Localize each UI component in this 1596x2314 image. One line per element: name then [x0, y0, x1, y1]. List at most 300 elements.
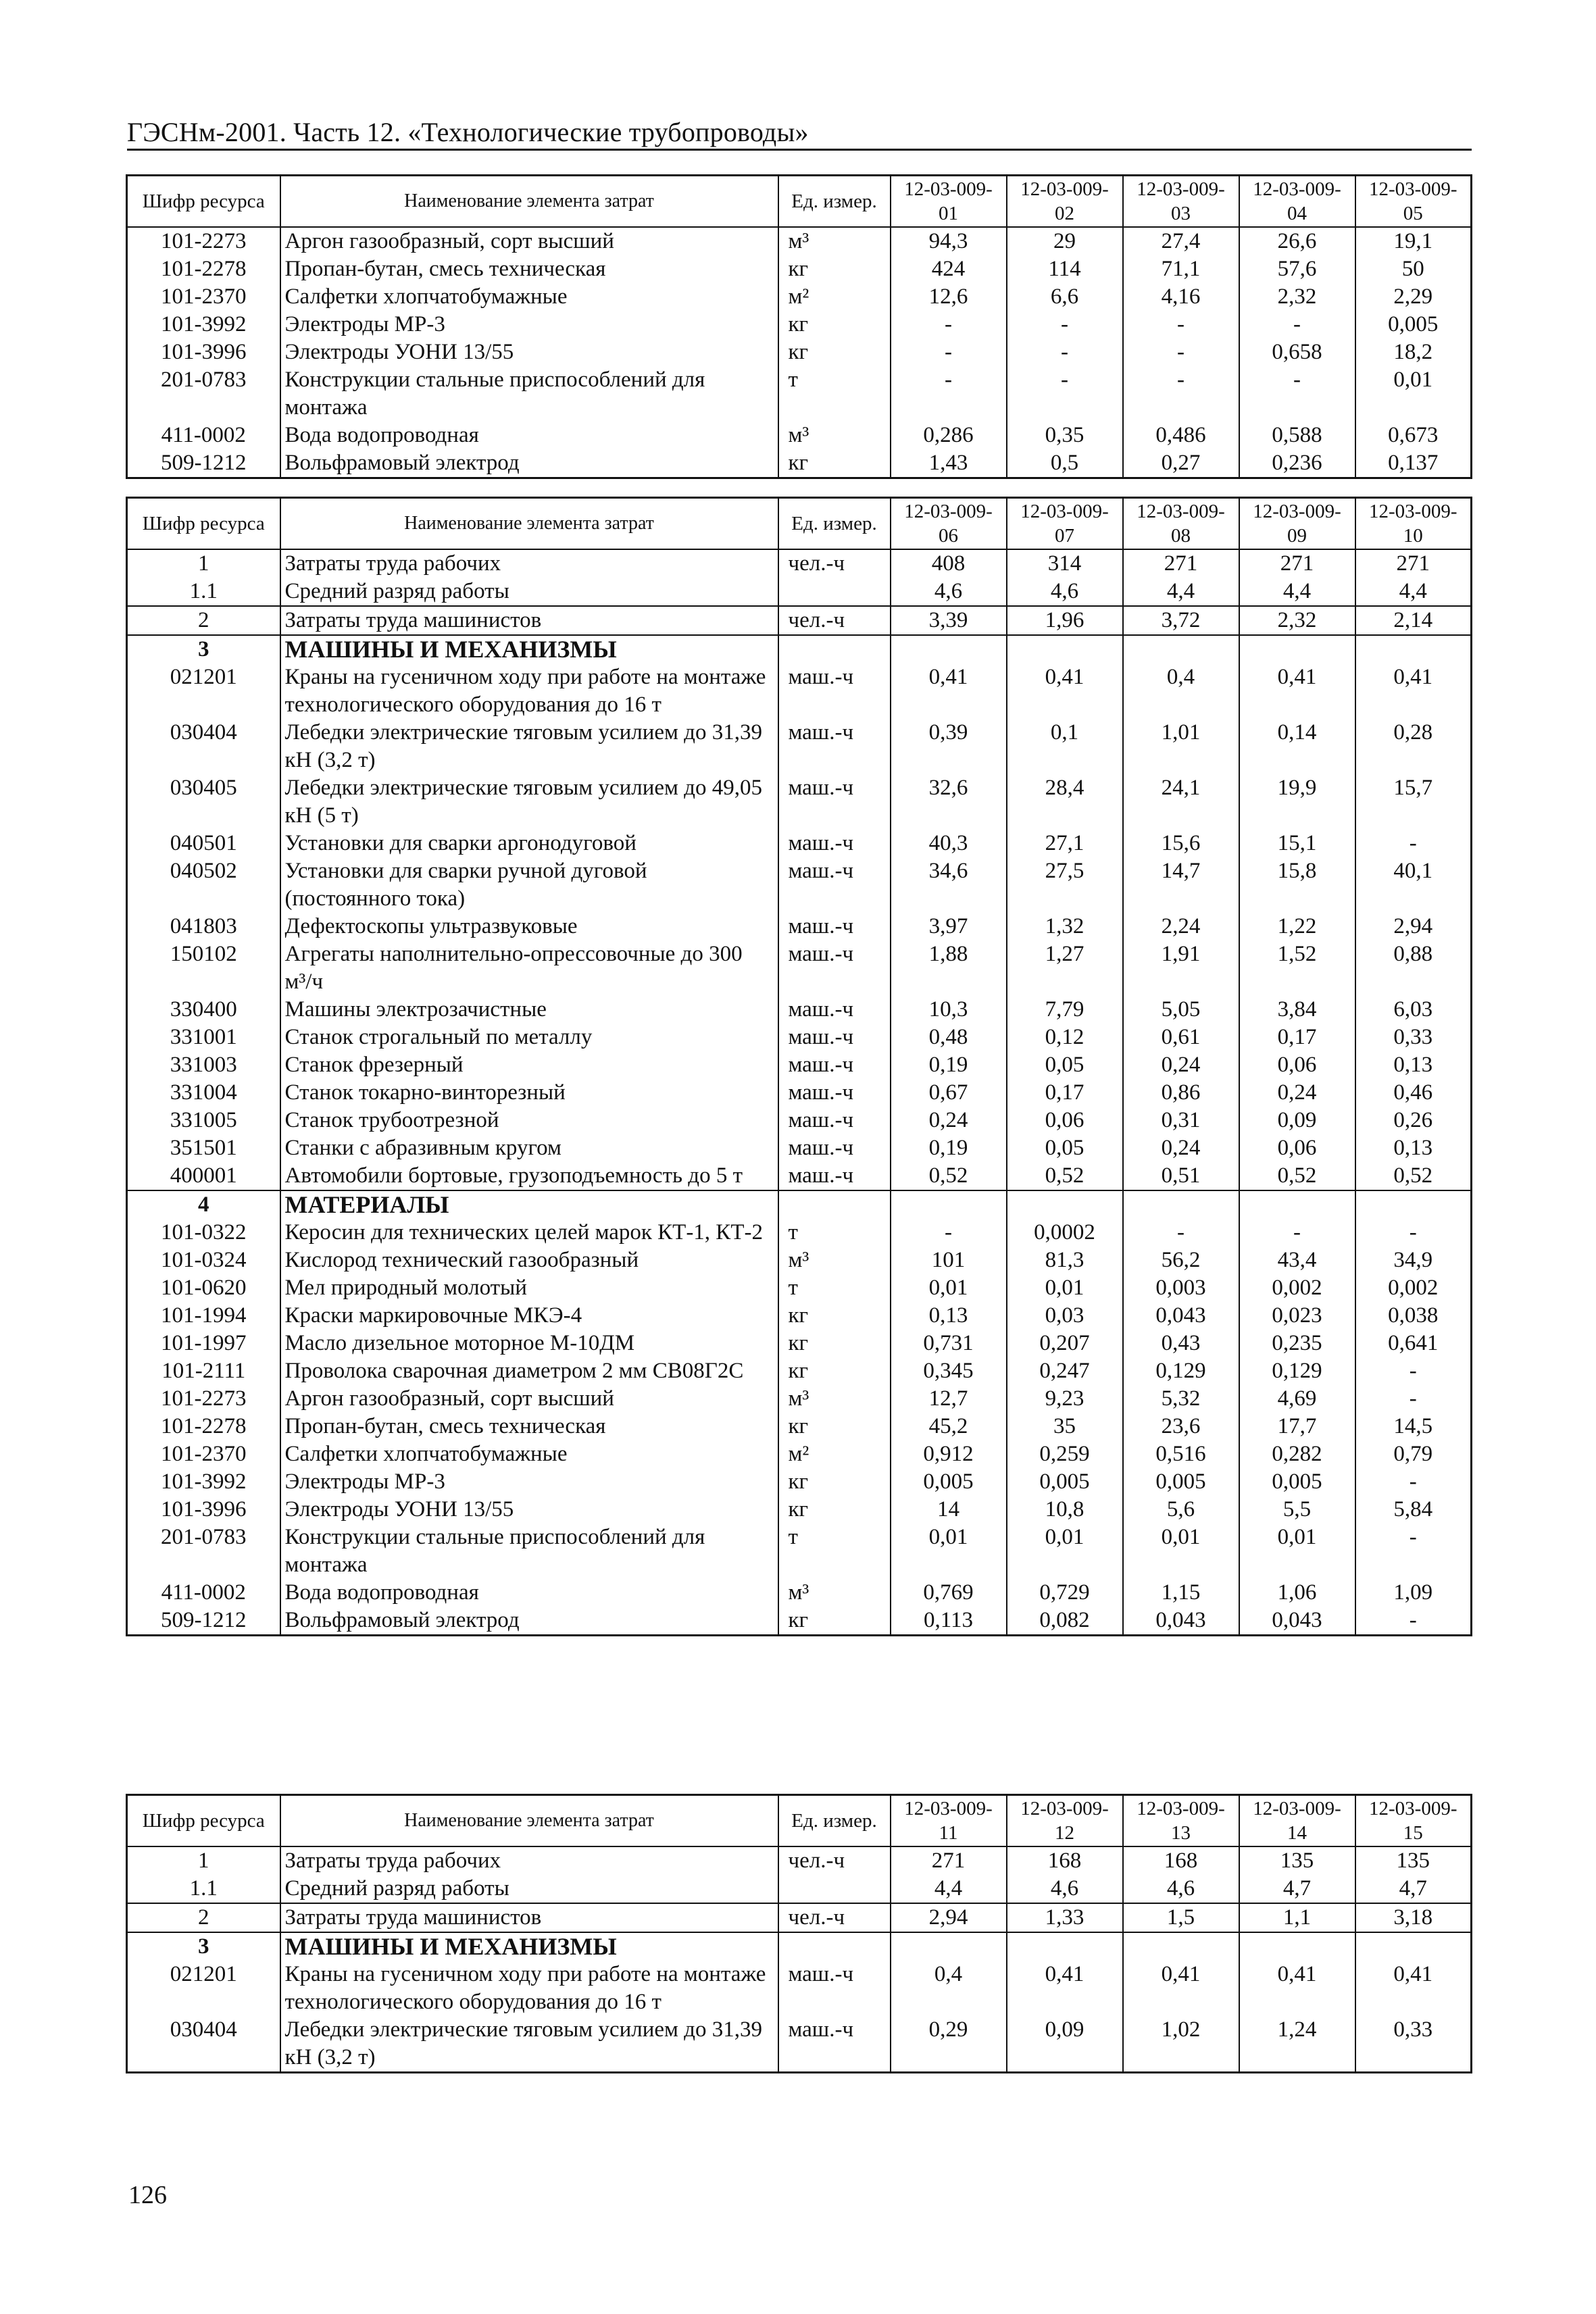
cost-element-name: Салфетки хлопчатобумажные [280, 283, 778, 311]
norm-value: 28,4 [1007, 774, 1123, 830]
norm-value [1007, 1932, 1123, 1961]
header-norm-code: 12-03-009-09 [1239, 498, 1355, 550]
header-norm-code: 12-03-009-01 [891, 176, 1007, 228]
norm-value: 43,4 [1239, 1247, 1355, 1274]
resource-code: 1.1 [127, 578, 280, 606]
header-norm-code: 12-03-009-15 [1355, 1795, 1472, 1847]
cost-element-name: Станок трубоотрезной [280, 1107, 778, 1134]
cost-element-name: Станок строгальный по металлу [280, 1024, 778, 1051]
resource-code: 101-2278 [127, 1413, 280, 1440]
norm-value: 12,7 [891, 1385, 1007, 1413]
norm-value: 5,32 [1123, 1385, 1239, 1413]
norm-value [1123, 1190, 1239, 1219]
norm-value: - [891, 338, 1007, 366]
table-row [127, 913, 1472, 940]
norm-value: 6,03 [1355, 996, 1472, 1024]
norm-value [1355, 1932, 1472, 1961]
norm-value: 1,01 [1123, 719, 1239, 774]
resource-code: 201-0783 [127, 366, 280, 422]
norm-value: 271 [1355, 549, 1472, 578]
norm-value: 0,41 [1123, 1961, 1239, 2016]
unit: кг [778, 255, 891, 283]
unit: т [778, 1219, 891, 1247]
norm-value: 168 [1007, 1846, 1123, 1875]
norm-value: 0,137 [1355, 449, 1472, 478]
norm-value: 0,658 [1239, 338, 1355, 366]
norm-value: 2,29 [1355, 283, 1472, 311]
norm-value: 408 [891, 549, 1007, 578]
norm-value: 0,003 [1123, 1274, 1239, 1302]
norm-value: 1,24 [1239, 2016, 1355, 2073]
norm-value: 56,2 [1123, 1247, 1239, 1274]
unit [778, 1190, 891, 1219]
cost-element-name: Краны на гусеничном ходу при работе на монтаже технологического оборудования до 16 т [280, 1961, 778, 2016]
norm-value: 0,038 [1355, 1302, 1472, 1330]
table-row [127, 1413, 1472, 1440]
norm-value: - [1239, 1219, 1355, 1247]
header-norm-code: 12-03-009-08 [1123, 498, 1239, 550]
unit: кг [778, 1302, 891, 1330]
header-norm-code: 12-03-009-05 [1355, 176, 1472, 228]
norm-value: 94,3 [891, 227, 1007, 255]
table-row [127, 366, 1472, 422]
norm-value: 0,51 [1123, 1162, 1239, 1190]
norm-value: 0,29 [891, 2016, 1007, 2073]
header-unit: Ед. измер. [778, 498, 891, 550]
norm-value: 0,41 [1239, 663, 1355, 719]
norm-value: - [1123, 1219, 1239, 1247]
norm-value: 2,24 [1123, 913, 1239, 940]
norm-value: 0,0002 [1007, 1219, 1123, 1247]
norm-value: - [1355, 1385, 1472, 1413]
norm-value: 0,17 [1007, 1079, 1123, 1107]
resource-code: 411-0002 [127, 1579, 280, 1607]
resource-code: 331005 [127, 1107, 280, 1134]
table-row [127, 606, 1472, 635]
norm-value: 27,4 [1123, 227, 1239, 255]
cost-element-name: Пропан-бутан, смесь техническая [280, 255, 778, 283]
norm-value: 32,6 [891, 774, 1007, 830]
section-title: МАШИНЫ И МЕХАНИЗМЫ [280, 1932, 778, 1961]
unit: м³ [778, 1579, 891, 1607]
norm-value: 57,6 [1239, 255, 1355, 283]
unit [778, 578, 891, 606]
norm-value: 314 [1007, 549, 1123, 578]
norm-value: 0,35 [1007, 422, 1123, 449]
table-row [127, 1134, 1472, 1162]
norm-value: 5,05 [1123, 996, 1239, 1024]
cost-element-name: Установки для сварки аргонодуговой [280, 830, 778, 857]
norm-value: 5,84 [1355, 1496, 1472, 1524]
table-row [127, 1440, 1472, 1468]
norm-value: 50 [1355, 255, 1472, 283]
norm-value: 0,05 [1007, 1134, 1123, 1162]
norm-value: - [1123, 366, 1239, 422]
cost-element-name: Вольфрамовый электрод [280, 1607, 778, 1636]
norm-value: 0,52 [891, 1162, 1007, 1190]
norm-value: 23,6 [1123, 1413, 1239, 1440]
header-norm-code: 12-03-009-11 [891, 1795, 1007, 1847]
cost-element-name: Краски маркировочные МКЭ-4 [280, 1302, 778, 1330]
resource-code: 040501 [127, 830, 280, 857]
norm-value: 0,4 [891, 1961, 1007, 2016]
norm-value: 0,24 [1123, 1134, 1239, 1162]
norm-value: 0,005 [891, 1468, 1007, 1496]
norm-value: 0,06 [1239, 1051, 1355, 1079]
norm-value: 0,005 [1355, 311, 1472, 338]
resource-code: 509-1212 [127, 1607, 280, 1636]
norm-value: 0,043 [1123, 1607, 1239, 1636]
unit: кг [778, 338, 891, 366]
norm-value: 1,32 [1007, 913, 1123, 940]
header-norm-code: 12-03-009-02 [1007, 176, 1123, 228]
norm-value: 0,043 [1239, 1607, 1355, 1636]
norm-value: 0,88 [1355, 940, 1472, 996]
norm-value: 4,6 [1123, 1875, 1239, 1903]
resource-code: 331003 [127, 1051, 280, 1079]
norm-value: 45,2 [891, 1413, 1007, 1440]
resource-code: 3 [127, 1932, 280, 1961]
norm-value: 0,01 [1007, 1274, 1123, 1302]
norm-value: 1,15 [1123, 1579, 1239, 1607]
norm-value: 2,94 [1355, 913, 1472, 940]
norm-value: 0,19 [891, 1051, 1007, 1079]
table-header-row [127, 1795, 1472, 1847]
cost-element-name: Конструкции стальные приспособлений для монтажа [280, 1524, 778, 1579]
norm-value: 0,43 [1123, 1330, 1239, 1357]
header-cost-element-name: Наименование элемента затрат [280, 176, 778, 228]
table-row [127, 830, 1472, 857]
norm-value: 0,129 [1239, 1357, 1355, 1385]
resource-code: 101-2370 [127, 1440, 280, 1468]
header-norm-code: 12-03-009-12 [1007, 1795, 1123, 1847]
norm-value: 6,6 [1007, 283, 1123, 311]
table-row [127, 1107, 1472, 1134]
resource-code: 4 [127, 1190, 280, 1219]
norm-value: 0,01 [891, 1524, 1007, 1579]
resource-code: 030405 [127, 774, 280, 830]
norm-value: - [1355, 830, 1472, 857]
norm-value: 0,86 [1123, 1079, 1239, 1107]
norm-value: 1,5 [1123, 1903, 1239, 1932]
resource-code: 021201 [127, 663, 280, 719]
norm-value: - [1355, 1468, 1472, 1496]
norm-value: 0,41 [1007, 663, 1123, 719]
unit: маш.-ч [778, 1162, 891, 1190]
unit: чел.-ч [778, 606, 891, 635]
table-row [127, 1961, 1472, 2016]
cost-element-name: Станки с абразивным кругом [280, 1134, 778, 1162]
norm-value: 0,005 [1239, 1468, 1355, 1496]
norm-value: 0,41 [1355, 663, 1472, 719]
resource-code: 021201 [127, 1961, 280, 2016]
resource-code: 101-3996 [127, 1496, 280, 1524]
norm-value: 0,24 [891, 1107, 1007, 1134]
norm-value: 0,082 [1007, 1607, 1123, 1636]
resource-code: 351501 [127, 1134, 280, 1162]
unit: маш.-ч [778, 940, 891, 996]
header-norm-code: 12-03-009-07 [1007, 498, 1123, 550]
norm-value: 0,52 [1355, 1162, 1472, 1190]
table-row [127, 1024, 1472, 1051]
table-row [127, 1607, 1472, 1636]
header-resource-code: Шифр ресурса [127, 498, 280, 550]
norm-value: 271 [1123, 549, 1239, 578]
table-row [127, 1524, 1472, 1579]
norm-value: - [1355, 1357, 1472, 1385]
norm-value: 1,27 [1007, 940, 1123, 996]
norm-value: 0,002 [1239, 1274, 1355, 1302]
norm-value: 35 [1007, 1413, 1123, 1440]
table-row [127, 338, 1472, 366]
norm-value: 0,06 [1007, 1107, 1123, 1134]
cost-element-name: Лебедки электрические тяговым усилием до 31,39 кН (3,2 т) [280, 2016, 778, 2073]
header-unit: Ед. измер. [778, 176, 891, 228]
norm-value: 0,023 [1239, 1302, 1355, 1330]
norm-value: 0,41 [1239, 1961, 1355, 2016]
cost-element-name: Проволока сварочная диаметром 2 мм СВ08Г2С [280, 1357, 778, 1385]
resource-code: 101-1997 [127, 1330, 280, 1357]
norm-value: 0,61 [1123, 1024, 1239, 1051]
norm-value: 81,3 [1007, 1247, 1123, 1274]
table-row [127, 227, 1472, 255]
norm-value: 0,33 [1355, 1024, 1472, 1051]
resource-code: 101-3992 [127, 1468, 280, 1496]
unit: т [778, 1274, 891, 1302]
table-row [127, 1468, 1472, 1496]
norm-value: 5,6 [1123, 1496, 1239, 1524]
table-row [127, 1385, 1472, 1413]
norm-value: 3,18 [1355, 1903, 1472, 1932]
unit: маш.-ч [778, 719, 891, 774]
resource-code: 330400 [127, 996, 280, 1024]
header-norm-code: 12-03-009-13 [1123, 1795, 1239, 1847]
norm-value: 19,1 [1355, 227, 1472, 255]
norm-value: 0,13 [1355, 1051, 1472, 1079]
norm-value: 0,729 [1007, 1579, 1123, 1607]
resource-code: 509-1212 [127, 449, 280, 478]
norm-value: 0,14 [1239, 719, 1355, 774]
norm-value: 0,641 [1355, 1330, 1472, 1357]
norm-value: 3,97 [891, 913, 1007, 940]
unit: маш.-ч [778, 1079, 891, 1107]
table-row [127, 1846, 1472, 1875]
table-row [127, 719, 1472, 774]
unit: маш.-ч [778, 830, 891, 857]
norm-value: 24,1 [1123, 774, 1239, 830]
table-row [127, 449, 1472, 478]
unit: маш.-ч [778, 2016, 891, 2073]
norm-value: 0,28 [1355, 719, 1472, 774]
norm-value: 26,6 [1239, 227, 1355, 255]
norm-value: 2,94 [891, 1903, 1007, 1932]
norm-value: 0,043 [1123, 1302, 1239, 1330]
norm-value: 1,09 [1355, 1579, 1472, 1607]
norm-value: 271 [891, 1846, 1007, 1875]
norm-value: 0,03 [1007, 1302, 1123, 1330]
cost-element-name: Керосин для технических целей марок КТ-1, КТ-2 [280, 1219, 778, 1247]
header-rule [127, 149, 1472, 151]
table-row [127, 1357, 1472, 1385]
table-row [127, 1302, 1472, 1330]
table-row [127, 1903, 1472, 1932]
table-header-row [127, 176, 1472, 228]
table-row [127, 2016, 1472, 2073]
norm-value: 0,731 [891, 1330, 1007, 1357]
norm-value [891, 1190, 1007, 1219]
norm-value: 1,33 [1007, 1903, 1123, 1932]
resource-code: 101-2111 [127, 1357, 280, 1385]
norm-value: 1,52 [1239, 940, 1355, 996]
norm-value: 0,12 [1007, 1024, 1123, 1051]
cost-element-name: Вода водопроводная [280, 1579, 778, 1607]
norm-value: 0,005 [1123, 1468, 1239, 1496]
norm-value: 135 [1355, 1846, 1472, 1875]
norm-value: 0,235 [1239, 1330, 1355, 1357]
norm-value: - [1007, 366, 1123, 422]
norm-value: 2,32 [1239, 606, 1355, 635]
resource-code: 101-2370 [127, 283, 280, 311]
norm-value: 0,486 [1123, 422, 1239, 449]
norm-value: 15,6 [1123, 830, 1239, 857]
resource-code: 201-0783 [127, 1524, 280, 1579]
section-row [127, 1932, 1472, 1961]
table-row [127, 422, 1472, 449]
norm-value: 0,516 [1123, 1440, 1239, 1468]
norm-value: 4,4 [891, 1875, 1007, 1903]
norm-value: - [1355, 1607, 1472, 1636]
header-unit: Ед. измер. [778, 1795, 891, 1847]
norm-value: 0,41 [1355, 1961, 1472, 2016]
norm-value: 424 [891, 255, 1007, 283]
norm-value: 0,01 [1239, 1524, 1355, 1579]
header-norm-code: 12-03-009-10 [1355, 498, 1472, 550]
unit: маш.-ч [778, 1961, 891, 2016]
norm-value: 12,6 [891, 283, 1007, 311]
norm-value: 0,06 [1239, 1134, 1355, 1162]
norm-value: 0,01 [891, 1274, 1007, 1302]
norm-value: 34,6 [891, 857, 1007, 913]
norm-value [891, 1932, 1007, 1961]
norm-value: 168 [1123, 1846, 1239, 1875]
norm-value [1355, 1190, 1472, 1219]
norm-value: 4,4 [1123, 578, 1239, 606]
norm-value: 0,24 [1123, 1051, 1239, 1079]
cost-element-name: Электроды УОНИ 13/55 [280, 1496, 778, 1524]
norm-value: 0,207 [1007, 1330, 1123, 1357]
table-row [127, 1247, 1472, 1274]
norm-value: 4,6 [1007, 578, 1123, 606]
norm-value: 0,345 [891, 1357, 1007, 1385]
norm-value: 19,9 [1239, 774, 1355, 830]
norm-value: 4,6 [1007, 1875, 1123, 1903]
norm-value: 0,33 [1355, 2016, 1472, 2073]
norm-value: 0,286 [891, 422, 1007, 449]
cost-element-name: Установки для сварки ручной дуговой (постоянного тока) [280, 857, 778, 913]
table-row [127, 1579, 1472, 1607]
norm-value: 15,7 [1355, 774, 1472, 830]
unit: маш.-ч [778, 857, 891, 913]
cost-element-name: Салфетки хлопчатобумажные [280, 1440, 778, 1468]
norm-value: 3,72 [1123, 606, 1239, 635]
resource-code: 041803 [127, 913, 280, 940]
norm-value: 4,4 [1355, 578, 1472, 606]
norm-value [1007, 1190, 1123, 1219]
norm-value: 0,46 [1355, 1079, 1472, 1107]
resource-code: 331004 [127, 1079, 280, 1107]
norm-value: - [1007, 338, 1123, 366]
norm-value: 29 [1007, 227, 1123, 255]
header-resource-code: Шифр ресурса [127, 176, 280, 228]
norm-value [1355, 635, 1472, 663]
norm-value: 0,1 [1007, 719, 1123, 774]
norm-value: 5,5 [1239, 1496, 1355, 1524]
resource-code: 331001 [127, 1024, 280, 1051]
norm-value: 0,09 [1007, 2016, 1123, 2073]
norm-value: 0,282 [1239, 1440, 1355, 1468]
norm-value: 14,7 [1123, 857, 1239, 913]
norm-value [1007, 635, 1123, 663]
norm-value: 10,8 [1007, 1496, 1123, 1524]
unit [778, 1932, 891, 1961]
unit: т [778, 1524, 891, 1579]
header-norm-code: 12-03-009-14 [1239, 1795, 1355, 1847]
header-norm-code: 12-03-009-04 [1239, 176, 1355, 228]
resource-code: 101-2273 [127, 227, 280, 255]
table-row [127, 940, 1472, 996]
norm-value: - [1123, 311, 1239, 338]
cost-element-name: Средний разряд работы [280, 1875, 778, 1903]
norm-value: 40,1 [1355, 857, 1472, 913]
norm-value: 15,1 [1239, 830, 1355, 857]
table-row [127, 663, 1472, 719]
section-row [127, 1190, 1472, 1219]
norm-value: 10,3 [891, 996, 1007, 1024]
norm-value: 0,26 [1355, 1107, 1472, 1134]
resource-code: 101-2278 [127, 255, 280, 283]
unit: м³ [778, 1247, 891, 1274]
unit: т [778, 366, 891, 422]
norm-value: 1,43 [891, 449, 1007, 478]
cost-element-name: Затраты труда рабочих [280, 549, 778, 578]
norm-value: 0,52 [1239, 1162, 1355, 1190]
norm-value: 0,17 [1239, 1024, 1355, 1051]
norm-value: 1,1 [1239, 1903, 1355, 1932]
norm-value: 1,02 [1123, 2016, 1239, 2073]
norm-value: 7,79 [1007, 996, 1123, 1024]
header-resource-code: Шифр ресурса [127, 1795, 280, 1847]
norm-value: 0,01 [1123, 1524, 1239, 1579]
norm-value: 0,912 [891, 1440, 1007, 1468]
norm-value: 3,84 [1239, 996, 1355, 1024]
norm-value: 0,24 [1239, 1079, 1355, 1107]
section-title: МАШИНЫ И МЕХАНИЗМЫ [280, 635, 778, 663]
cost-element-name: Станок фрезерный [280, 1051, 778, 1079]
norm-value: - [891, 366, 1007, 422]
norm-value: 14,5 [1355, 1413, 1472, 1440]
norm-value: - [891, 1219, 1007, 1247]
norm-value: 0,01 [1355, 366, 1472, 422]
norm-value: 1,88 [891, 940, 1007, 996]
unit: маш.-ч [778, 774, 891, 830]
norm-value: 0,5 [1007, 449, 1123, 478]
resource-code: 101-0324 [127, 1247, 280, 1274]
cost-element-name: Станок токарно-винторезный [280, 1079, 778, 1107]
table-row [127, 1051, 1472, 1079]
norm-value: 101 [891, 1247, 1007, 1274]
norm-value: - [1355, 1524, 1472, 1579]
norm-value: 4,4 [1239, 578, 1355, 606]
